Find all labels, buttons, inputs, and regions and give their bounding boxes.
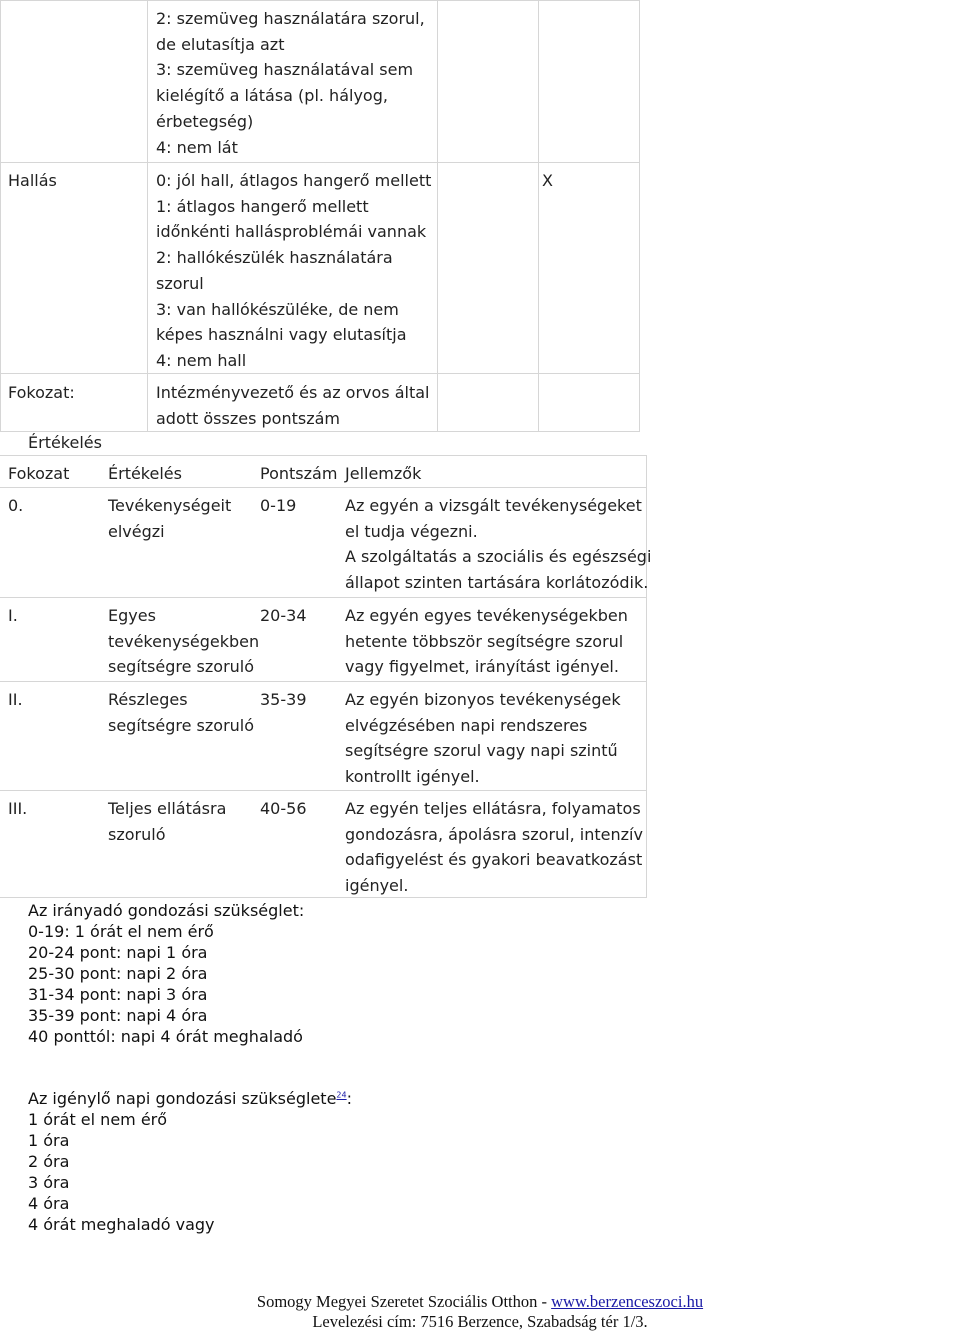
list-item: 3 óra: [28, 1173, 70, 1192]
care-need-title: Az irányadó gondozási szükséglet:: [28, 901, 305, 920]
table-cell-description: Az egyén bizonyos tevékenységek elvégzésében napi rendszeres segítségre szorul vagy napi szintű kontrollt igényel.: [345, 690, 621, 787]
hearing-label: Hallás: [8, 171, 57, 190]
applicant-need-block: [28, 1088, 352, 1235]
table-border: [437, 0, 438, 432]
table-caption: Értékelés: [28, 433, 102, 452]
header-grade: Fokozat: [8, 464, 70, 483]
table-border: [538, 0, 539, 432]
list-item: 0-19: 1 órát el nem érő: [28, 922, 214, 941]
header-characteristics: Jellemzők: [345, 464, 422, 483]
table-cell-description: Az egyén a vizsgált tevékenységeket el tudja végezni. A szolgáltatás a szociális és egészségi állapot szinten tartására korlátozódik.: [345, 496, 652, 593]
list-item: 4 óra: [28, 1194, 70, 1213]
applicant-need-colon: :: [346, 1089, 352, 1108]
list-item: 20-24 pont: napi 1 óra: [28, 943, 208, 962]
hearing-description: 0: jól hall, átlagos hangerő mellett 1: átlagos hangerő mellett időnkénti hallásproblémái vannak 2: hallókészülék használatára szorul 3: van hallókészüléke, de nem képes használni vagy elutasítja 4: nem hall: [156, 171, 432, 370]
table-border: [0, 0, 640, 1]
table-cell-evaluation: Teljes ellátásra szoruló: [108, 799, 227, 844]
care-need-block: [28, 900, 304, 1047]
table-border: [147, 0, 148, 432]
table-border: [0, 790, 647, 791]
list-item: 35-39 pont: napi 4 óra: [28, 1006, 208, 1025]
footer-org-name: Somogy Megyei Szeretet Szociális Otthon -: [256, 1292, 552, 1311]
table-cell-evaluation: Részleges segítségre szoruló: [108, 690, 255, 735]
table-cell-points: 20-34: [260, 606, 307, 625]
table-border: [0, 487, 647, 488]
footer-address: Levelezési cím: 7516 Berzence, Szabadság tér 1/3.: [312, 1312, 648, 1331]
table-cell-grade: I.: [8, 606, 18, 625]
applicant-need-title-text: Az igénylő napi gondozási szükséglete: [28, 1089, 337, 1108]
footnote-link[interactable]: 24: [336, 1090, 347, 1100]
table-cell-grade: III.: [8, 799, 28, 818]
table-cell-grade: 0.: [8, 496, 24, 515]
grade-label: Fokozat:: [8, 383, 75, 402]
table-cell-points: 35-39: [260, 690, 307, 709]
list-item: 4 órát meghaladó vagy: [28, 1215, 215, 1234]
table-border: [639, 0, 640, 432]
table-border: [0, 681, 647, 682]
list-item: 31-34 pont: napi 3 óra: [28, 985, 208, 1004]
footer-line-1: [0, 1292, 960, 1312]
vision-description: 2: szemüveg használatára szorul, de elutasítja azt 3: szemüveg használatával sem kielégítő a látása (pl. hályog, érbetegség) 4: nem lát: [156, 9, 425, 157]
list-item: 1 órát el nem érő: [28, 1110, 168, 1129]
list-item: 25-30 pont: napi 2 óra: [28, 964, 208, 983]
applicant-need-title: [28, 1088, 352, 1109]
table-cell-description: Az egyén teljes ellátásra, folyamatos gondozásra, ápolásra szorul, intenzív odafigyelést és gyakori beavatkozást igényel.: [345, 799, 643, 896]
header-points: Pontszám: [260, 464, 338, 483]
table-cell-evaluation: Egyes tevékenységekben segítségre szoruló: [108, 606, 260, 677]
table-cell-description: Az egyén egyes tevékenységekben hetente többször segítségre szorul vagy figyelmet, irányítást igényel.: [345, 606, 628, 677]
table-cell-points: 0-19: [260, 496, 297, 515]
table-cell-evaluation: Tevékenységeit elvégzi: [108, 496, 232, 541]
table-cell-grade: II.: [8, 690, 23, 709]
table-border: [0, 597, 647, 598]
table-cell-points: 40-56: [260, 799, 307, 818]
page-footer: [0, 1292, 960, 1332]
header-evaluation: Értékelés: [108, 464, 182, 483]
table-border: [0, 0, 1, 432]
list-item: 1 óra: [28, 1131, 70, 1150]
list-item: 2 óra: [28, 1152, 70, 1171]
list-item: 40 ponttól: napi 4 órát meghaladó: [28, 1027, 303, 1046]
grade-description: Intézményvezető és az orvos által adott összes pontszám: [156, 383, 430, 428]
footer-website-link[interactable]: www.berzenceszoci.hu: [551, 1292, 704, 1311]
table-border: [0, 162, 640, 163]
table-border: [0, 455, 647, 456]
hearing-mark: X: [542, 171, 553, 190]
